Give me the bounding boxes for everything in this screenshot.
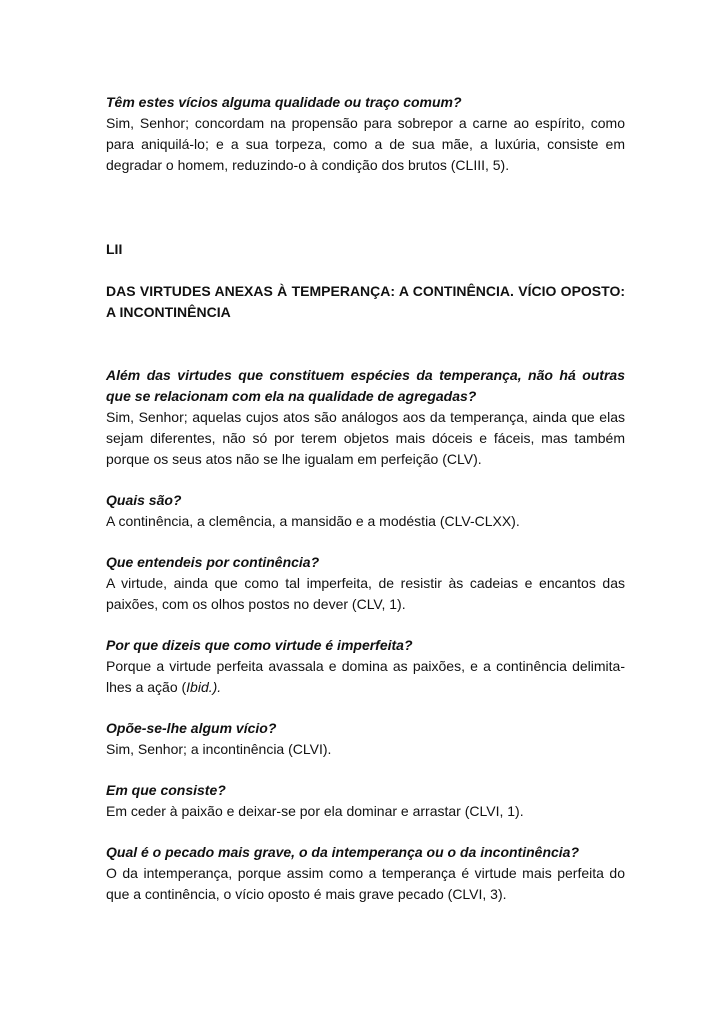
qa-answer-text: Porque a virtude perfeita avassala e domina as paixões, e a continência delimita-lhes a ação ( xyxy=(106,658,625,695)
qa-question: Quais são? xyxy=(106,492,182,508)
qa-question: Que entendeis por continência? xyxy=(106,554,320,570)
qa-question: Por que dizeis que como virtude é imperfeita? xyxy=(106,637,413,653)
qa-question: Além das virtudes que constituem espécies da temperança, não há outras que se relacionam com ela na qualidade de agregadas? xyxy=(106,367,625,404)
chapter-number: LII xyxy=(106,241,123,257)
qa-item xyxy=(106,780,625,822)
qa-item xyxy=(106,842,625,905)
intro-answer: Sim, Senhor; concordam na propensão para sobrepor a carne ao espírito, como para aniquilá-lo; e a sua torpeza, como a de sua mãe, a luxúria, consiste em degradar o homem, reduzindo-o à condição dos brutos (CLIII, 5). xyxy=(106,115,625,173)
qa-answer xyxy=(106,656,625,698)
qa-item xyxy=(106,490,625,532)
qa-answer: Sim, Senhor; a incontinência (CLVI). xyxy=(106,741,332,757)
qa-question: Opõe-se-lhe algum vício? xyxy=(106,720,277,736)
chapter-title: DAS VIRTUDES ANEXAS À TEMPERANÇA: A CONTINÊNCIA. VÍCIO OPOSTO: A INCONTINÊNCIA xyxy=(106,283,625,320)
qa-answer: A continência, a clemência, a mansidão e a modéstia (CLV-CLXX). xyxy=(106,513,520,529)
intro-qa xyxy=(106,92,625,176)
qa-question: Em que consiste? xyxy=(106,782,226,798)
qa-answer-reference: Ibid.). xyxy=(186,679,222,695)
qa-answer: Em ceder à paixão e deixar-se por ela dominar e arrastar (CLVI, 1). xyxy=(106,803,524,819)
qa-item xyxy=(106,552,625,615)
qa-item xyxy=(106,635,625,698)
intro-question: Têm estes vícios alguma qualidade ou traço comum? xyxy=(106,94,462,110)
qa-question: Qual é o pecado mais grave, o da intemperança ou o da incontinência? xyxy=(106,844,580,860)
qa-answer: O da intemperança, porque assim como a temperança é virtude mais perfeita do que a continência, o vício oposto é mais grave pecado (CLVI, 3). xyxy=(106,865,625,902)
qa-answer: A virtude, ainda que como tal imperfeita, de resistir às cadeias e encantos das paixões, com os olhos postos no dever (CLV, 1). xyxy=(106,575,625,612)
qa-answer: Sim, Senhor; aquelas cujos atos são análogos aos da temperança, ainda que elas sejam diferentes, não só por terem objetos mais dóceis e fáceis, mas também porque os seus atos não se lhe igualam em perfeição (CLV). xyxy=(106,409,625,467)
document-page xyxy=(106,92,625,925)
qa-item xyxy=(106,718,625,760)
qa-item xyxy=(106,365,625,470)
